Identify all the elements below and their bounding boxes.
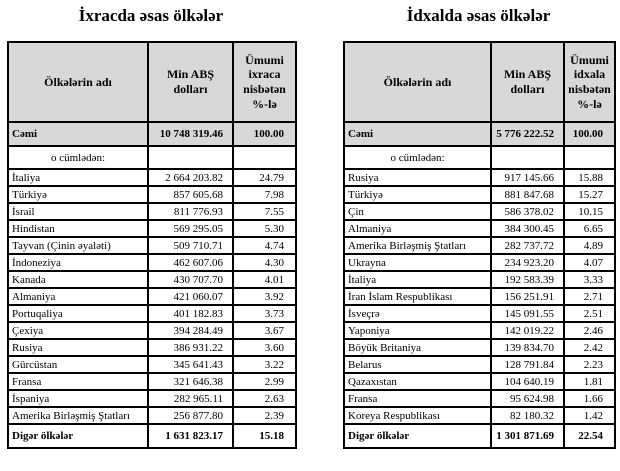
cell-percent: 3.33 [564, 271, 615, 288]
table-row [344, 203, 615, 220]
cell-value: 156 251.91 [491, 288, 564, 305]
cell-percent: 2.46 [564, 322, 615, 339]
table-row [344, 186, 615, 203]
export-total-row [8, 122, 296, 146]
cell-country: Portuqaliya [8, 305, 148, 322]
cell-value: 386 931.22 [148, 339, 233, 356]
cell-percent: 4.74 [233, 237, 296, 254]
cell-country: Kanada [8, 271, 148, 288]
table-row [344, 169, 615, 186]
export-subheader-row [8, 146, 296, 169]
cell-percent: 15.88 [564, 169, 615, 186]
cell-country: İspaniya [8, 390, 148, 407]
cell-value: 917 145.66 [491, 169, 564, 186]
table-row [8, 254, 296, 271]
cell-value: 234 923.20 [491, 254, 564, 271]
cell-percent: 3.73 [233, 305, 296, 322]
table-row [8, 390, 296, 407]
total-value: 10 748 319.46 [148, 122, 233, 146]
table-row [344, 220, 615, 237]
cell-value: 394 284.49 [148, 322, 233, 339]
cell-value: 462 607.06 [148, 254, 233, 271]
cell-value: 282 737.72 [491, 237, 564, 254]
cell-country: Böyük Britaniya [344, 339, 491, 356]
cell-country: Belarus [344, 356, 491, 373]
table-row [8, 339, 296, 356]
cell-percent: 2.39 [233, 407, 296, 424]
cell-country: Fransa [8, 373, 148, 390]
cell-value: 421 060.07 [148, 288, 233, 305]
cell-country: Amerika Birləşmiş Ştatları [344, 237, 491, 254]
cell-percent: 2.42 [564, 339, 615, 356]
table-row [344, 390, 615, 407]
subheader-label: o cümlədən: [344, 146, 491, 169]
table-row [344, 288, 615, 305]
table-row [8, 373, 296, 390]
other-value: 1 301 871.69 [491, 424, 564, 448]
export-table-title: İxracda əsas ölkələr [78, 6, 224, 25]
empty-cell [233, 146, 296, 169]
table-row [344, 356, 615, 373]
import-other-row [344, 424, 615, 448]
table-row [344, 407, 615, 424]
subheader-label: o cümlədən: [8, 146, 148, 169]
cell-country: İndoneziya [8, 254, 148, 271]
cell-percent: 4.89 [564, 237, 615, 254]
cell-value: 401 182.83 [148, 305, 233, 322]
cell-percent: 10.15 [564, 203, 615, 220]
import-header-row [344, 42, 615, 122]
table-row [8, 237, 296, 254]
cell-percent: 6.65 [564, 220, 615, 237]
cell-country: Gürcüstan [8, 356, 148, 373]
cell-value: 857 605.68 [148, 186, 233, 203]
cell-percent: 3.67 [233, 322, 296, 339]
cell-country: İtaliya [344, 271, 491, 288]
cell-value: 586 378.02 [491, 203, 564, 220]
import-table-section [343, 4, 614, 449]
cell-country: Almaniya [344, 220, 491, 237]
cell-country: İran İslam Respublikası [344, 288, 491, 305]
cell-value: 95 624.98 [491, 390, 564, 407]
export-header-row [8, 42, 296, 122]
cell-value: 2 664 203.82 [148, 169, 233, 186]
table-row [344, 373, 615, 390]
cell-value: 192 583.39 [491, 271, 564, 288]
cell-value: 345 641.43 [148, 356, 233, 373]
cell-value: 142 019.22 [491, 322, 564, 339]
export-column-header-value: Min ABŞ dolları [148, 42, 233, 122]
cell-value: 321 646.38 [148, 373, 233, 390]
cell-country: Koreya Respublikası [344, 407, 491, 424]
cell-country: Almaniya [8, 288, 148, 305]
cell-country: Rusiya [344, 169, 491, 186]
other-percent: 15.18 [233, 424, 296, 448]
cell-percent: 3.92 [233, 288, 296, 305]
cell-country: Hindistan [8, 220, 148, 237]
empty-cell [148, 146, 233, 169]
cell-value: 256 877.80 [148, 407, 233, 424]
cell-country: İsveçrə [344, 305, 491, 322]
cell-country: Fransa [344, 390, 491, 407]
table-row [8, 169, 296, 186]
cell-percent: 2.51 [564, 305, 615, 322]
empty-cell [564, 146, 615, 169]
cell-country: İtaliya [8, 169, 148, 186]
cell-value: 145 091.55 [491, 305, 564, 322]
cell-percent: 2.71 [564, 288, 615, 305]
cell-percent: 1.81 [564, 373, 615, 390]
table-row [8, 288, 296, 305]
cell-country: Ukrayna [344, 254, 491, 271]
cell-percent: 4.30 [233, 254, 296, 271]
cell-value: 430 707.70 [148, 271, 233, 288]
cell-country: Türkiyə [8, 186, 148, 203]
import-column-header-percent: Ümumi idxala nisbətən %-lə [564, 42, 615, 122]
cell-value: 82 180.32 [491, 407, 564, 424]
table-row [8, 220, 296, 237]
export-other-row [8, 424, 296, 448]
cell-percent: 1.42 [564, 407, 615, 424]
table-row [8, 407, 296, 424]
cell-value: 282 965.11 [148, 390, 233, 407]
total-percent: 100.00 [564, 122, 615, 146]
cell-country: Tayvan (Çinin əyaləti) [8, 237, 148, 254]
cell-percent: 2.99 [233, 373, 296, 390]
cell-percent: 5.30 [233, 220, 296, 237]
cell-country: Amerika Birləşmiş Ştatları [8, 407, 148, 424]
other-label: Digər ölkələr [344, 424, 491, 448]
table-row [344, 339, 615, 356]
import-subheader-row [344, 146, 615, 169]
other-percent: 22.54 [564, 424, 615, 448]
cell-percent: 2.63 [233, 390, 296, 407]
total-label: Cəmi [344, 122, 491, 146]
import-table-title: İdxalda əsas ölkələr [406, 6, 551, 25]
table-row [8, 271, 296, 288]
cell-percent: 2.23 [564, 356, 615, 373]
cell-value: 811 776.93 [148, 203, 233, 220]
total-percent: 100.00 [233, 122, 296, 146]
table-row [344, 271, 615, 288]
import-total-row [344, 122, 615, 146]
table-row [344, 237, 615, 254]
cell-percent: 1.66 [564, 390, 615, 407]
import-column-header-value: Min ABŞ dolları [491, 42, 564, 122]
export-table-section [7, 4, 295, 449]
import-column-header-name: Ölkələrin adı [344, 42, 491, 122]
table-row [8, 322, 296, 339]
total-label: Cəmi [8, 122, 148, 146]
cell-country: Qazaxıstan [344, 373, 491, 390]
cell-value: 128 791.84 [491, 356, 564, 373]
cell-percent: 7.55 [233, 203, 296, 220]
table-row [8, 356, 296, 373]
cell-country: Rusiya [8, 339, 148, 356]
table-row [344, 322, 615, 339]
cell-value: 384 300.45 [491, 220, 564, 237]
table-row [344, 254, 615, 271]
cell-value: 509 710.71 [148, 237, 233, 254]
import-table [343, 41, 616, 449]
other-value: 1 631 823.17 [148, 424, 233, 448]
cell-percent: 15.27 [564, 186, 615, 203]
cell-percent: 24.79 [233, 169, 296, 186]
cell-percent: 3.60 [233, 339, 296, 356]
cell-country: Yaponiya [344, 322, 491, 339]
cell-value: 104 640.19 [491, 373, 564, 390]
table-row [344, 305, 615, 322]
export-table [7, 41, 297, 449]
cell-percent: 4.01 [233, 271, 296, 288]
cell-country: İsrail [8, 203, 148, 220]
total-value: 5 776 222.52 [491, 122, 564, 146]
other-label: Digər ölkələr [8, 424, 148, 448]
cell-country: Çin [344, 203, 491, 220]
table-row [8, 186, 296, 203]
cell-percent: 7.98 [233, 186, 296, 203]
cell-percent: 3.22 [233, 356, 296, 373]
cell-value: 139 834.70 [491, 339, 564, 356]
cell-value: 569 295.05 [148, 220, 233, 237]
cell-percent: 4.07 [564, 254, 615, 271]
cell-value: 881 847.68 [491, 186, 564, 203]
empty-cell [491, 146, 564, 169]
export-column-header-name: Ölkələrin adı [8, 42, 148, 122]
table-row [8, 203, 296, 220]
table-row [8, 305, 296, 322]
cell-country: Türkiyə [344, 186, 491, 203]
export-column-header-percent: Ümumi ixraca nisbətən %-lə [233, 42, 296, 122]
cell-country: Çexiya [8, 322, 148, 339]
